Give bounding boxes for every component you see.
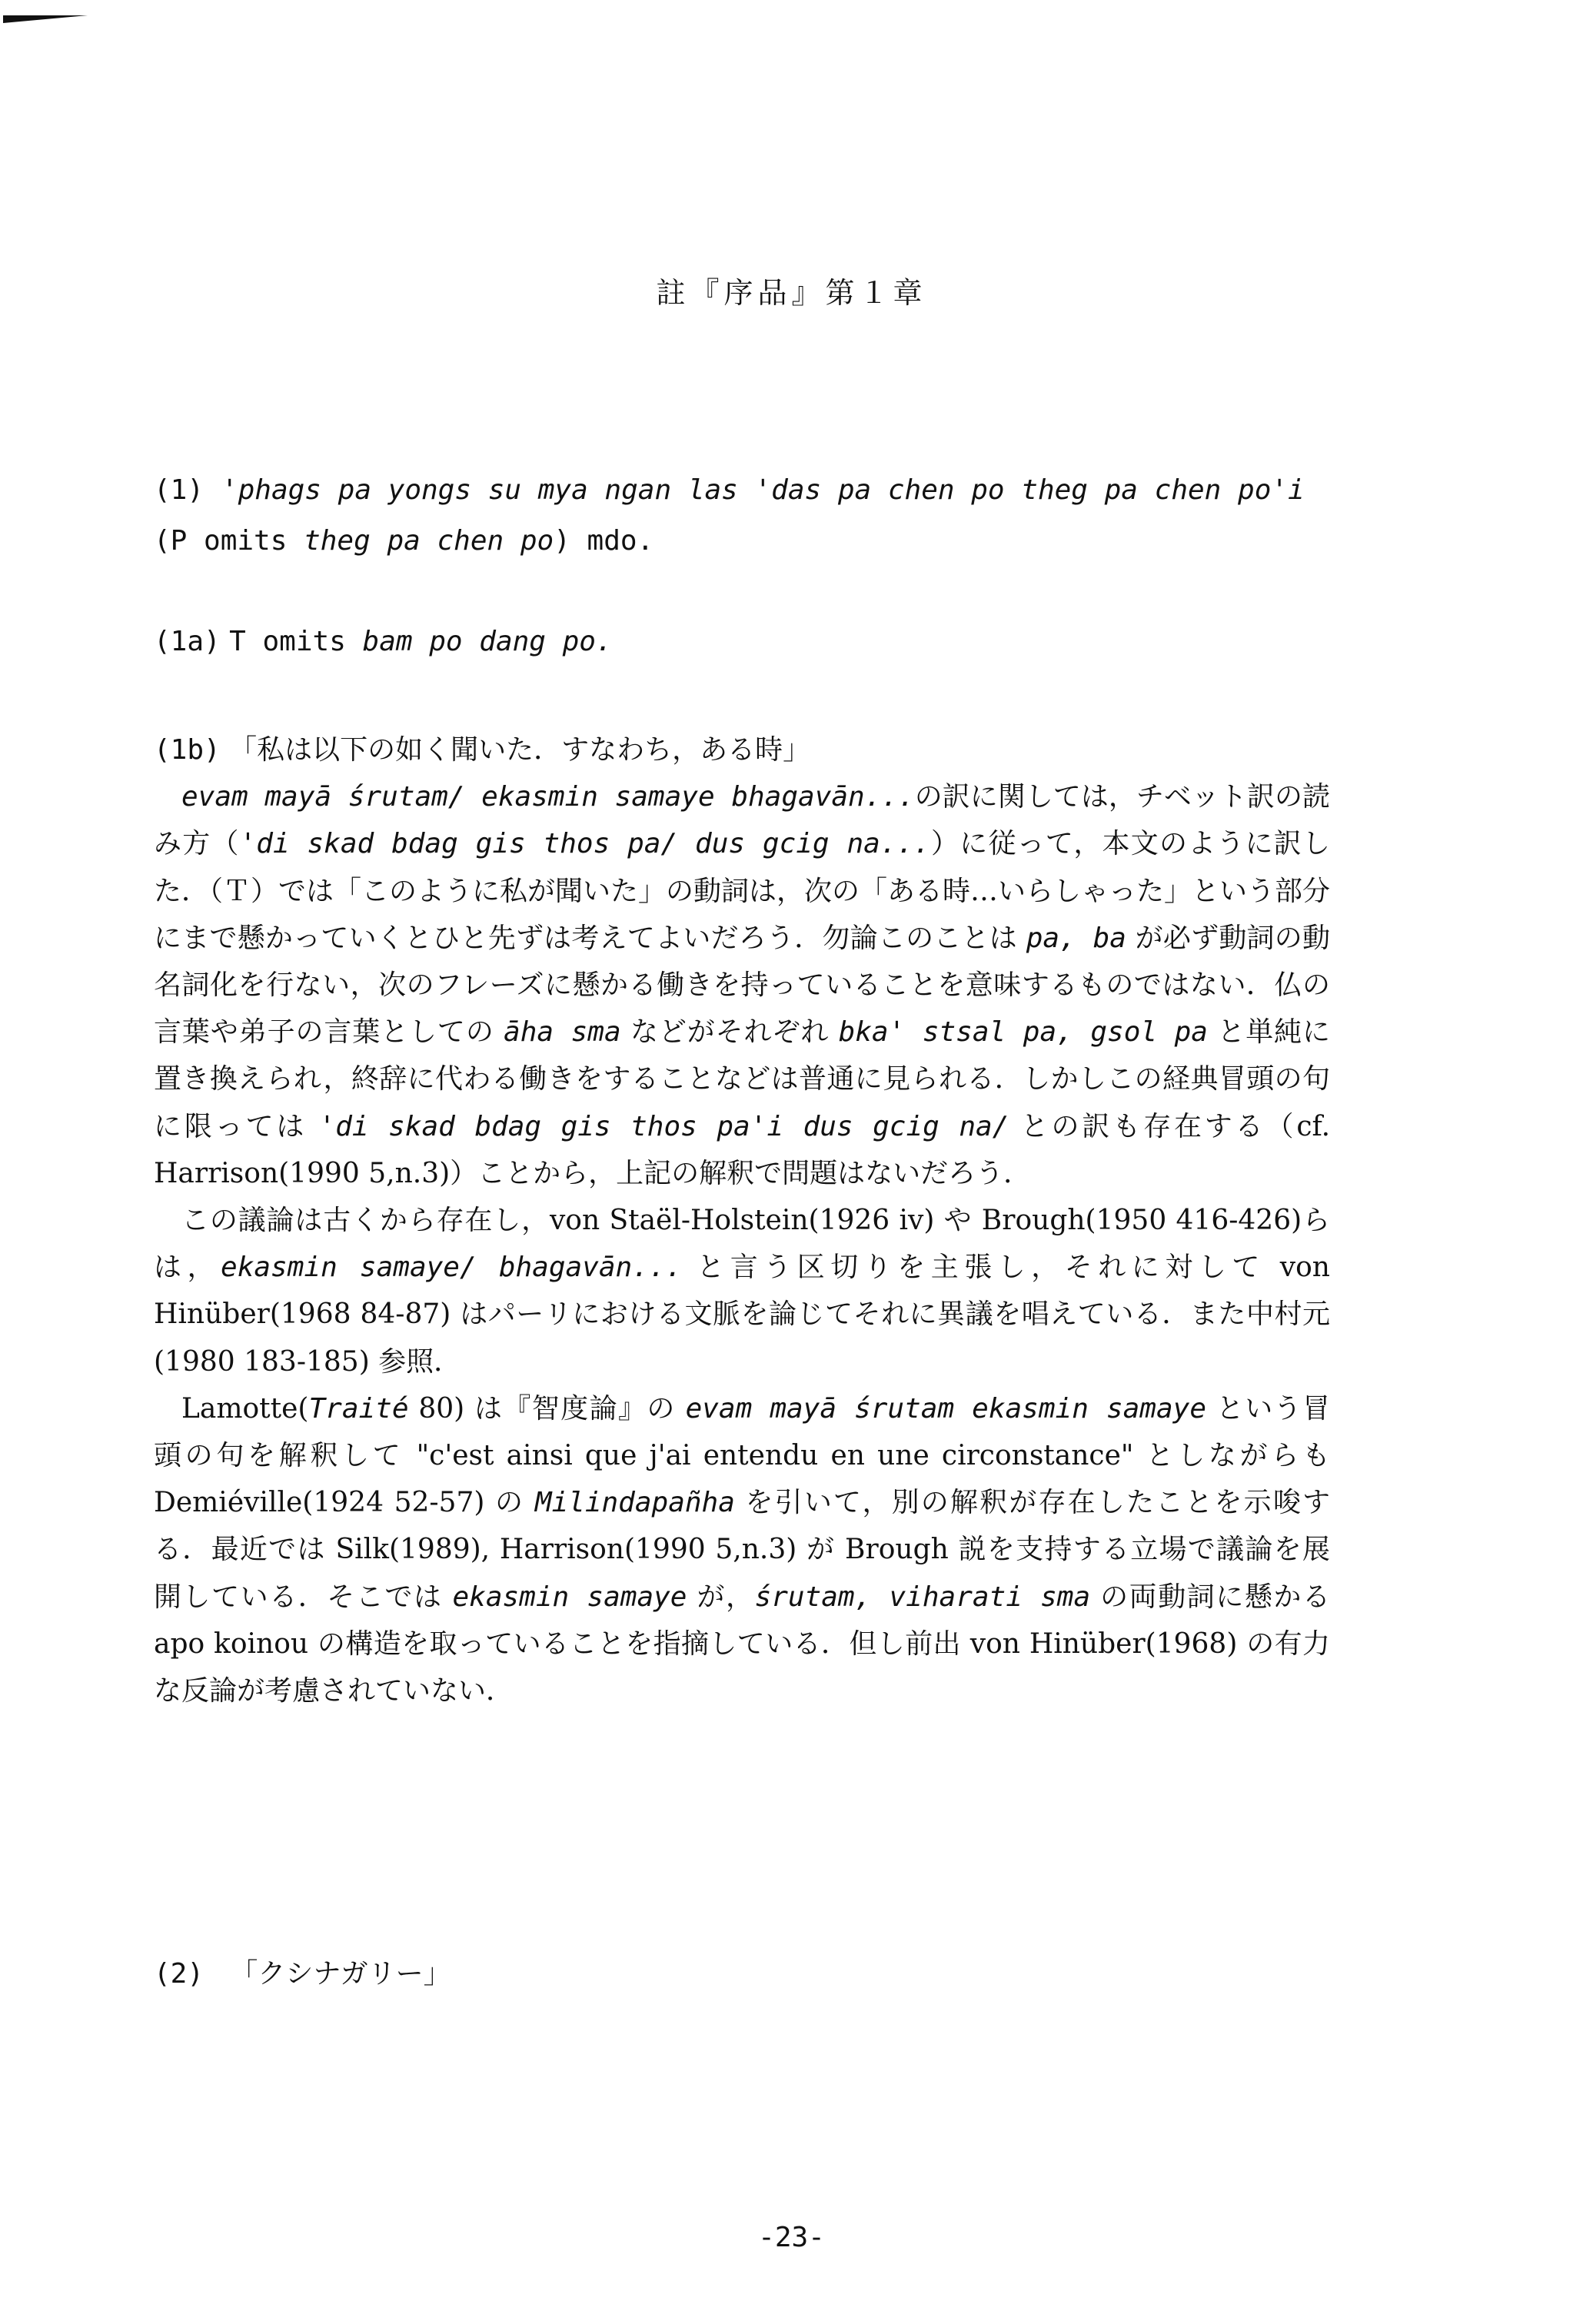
text: の訳に関しては，チベット訳の読み方（ (154, 781, 1330, 860)
tibetan-title: 'phags pa yongs su mya ngan las 'das pa chen po theg pa chen po'i (221, 474, 1305, 506)
note-1 (154, 475, 1330, 557)
note-text: T omits (229, 626, 363, 657)
note-number: (2) (154, 1958, 205, 1990)
text: と単純に置き換えられ，終辞に代わる働きをすることなどは普通に見られる．しかしこの経典冒頭の句に限っては (154, 1016, 1330, 1142)
text: Lamotte( (181, 1392, 309, 1425)
tibetan-term: theg pa chen po (304, 525, 554, 557)
text: ）に従って，本文のように訳した．（Ｔ）では「このように私が聞いた」の動詞は，次の「ある時…いらしゃった」という部分にまで懸かっていくとひと先ずは考えてよいだろう．勿論このことは (154, 828, 1331, 954)
tibetan-term: pa, ba (1026, 922, 1126, 954)
note-number: (1a) (154, 626, 221, 657)
sanskrit-term: evam mayā śrutam/ ekasmin samaye bhagavān... (181, 781, 915, 813)
note-heading (154, 726, 1330, 773)
paragraph (154, 1385, 1330, 1714)
note-heading-text: 「私は以下の如く聞いた．すなわち，ある時」 (229, 734, 811, 766)
text: の両動詞に懸かる apo koinou の構造を取っていることを指摘している．但し前出 von Hinüber(1968) の有力な反論が考慮されていない． (154, 1581, 1330, 1707)
note-1b (154, 726, 1330, 1714)
sanskrit-term: evam mayā śrutam ekasmin samaye (685, 1392, 1206, 1425)
sanskrit-term: ekasmin samaye/ bhagavān... (221, 1252, 683, 1284)
note-number: (1) (154, 474, 205, 506)
note-number: (1b) (154, 734, 221, 766)
tibetan-term: bam po dang po. (362, 626, 613, 657)
text: この議論は古くから存在し，von Staël-Holstein(1926 iv) や Brough(1950 416-426)らは， (154, 1205, 1330, 1284)
sanskrit-term: śrutam, viharati sma (754, 1581, 1091, 1613)
tibetan-term: 'di skad bdag gis thos pa'i dus gcig na/ (318, 1110, 1009, 1142)
page-title: 註『序品』第１章 (656, 276, 927, 310)
note-2 (154, 1959, 1330, 1990)
page-number: -23- (758, 2222, 825, 2253)
text: との訳も存在する（cf. Harrison(1990 5,n.3)）ことから，上記の解釈で問題はないだろう． (154, 1110, 1331, 1189)
text: を引いて，別の解釈が存在したことを示唆する．最近では Silk(1989), Harrison(1990 5,n.3) が Brough 説を支持する立場で議論を展開している．そこでは (154, 1487, 1331, 1613)
sanskrit-term: ekasmin samaye (452, 1581, 687, 1613)
text: と言う区切りを主張し，それに対して von Hinüber(1968 84-87) はパーリにおける文脈を論じてそれに異議を唱えている．また中村元(1980 183-185) 参照． (154, 1252, 1330, 1378)
paragraph (154, 1197, 1330, 1385)
note-text: (P omits (154, 525, 304, 557)
note-text: ) mdo. (554, 525, 654, 557)
text: という冒頭の句を解釈して "c'est ainsi que j'ai entendu en une circonstance" としながらも Demiéville(1924 52-57) の (154, 1392, 1330, 1519)
tibetan-term: 'di skad bdag gis thos pa/ dus gcig na... (239, 828, 930, 860)
corner-scan-mark (3, 15, 88, 23)
sanskrit-term: āha sma (504, 1016, 621, 1049)
note-1a (154, 627, 1330, 657)
text: が， (687, 1581, 755, 1613)
paragraph (154, 773, 1330, 1197)
title-term: Milindapañha (534, 1487, 735, 1519)
tibetan-term: bka' stsal pa, gsol pa (838, 1016, 1208, 1049)
text: などがそれぞれ (620, 1016, 839, 1049)
text: が必ず動詞の動名詞化を行ない，次のフレーズに懸かる働きを持っていることを意味するものではない．仏の言葉や弟子の言葉としての (154, 922, 1330, 1049)
note-heading-text: 「クシナガリー」 (230, 1958, 451, 1990)
title-term: Traité (308, 1392, 409, 1425)
text: 80) は『智度論』の (408, 1392, 686, 1425)
